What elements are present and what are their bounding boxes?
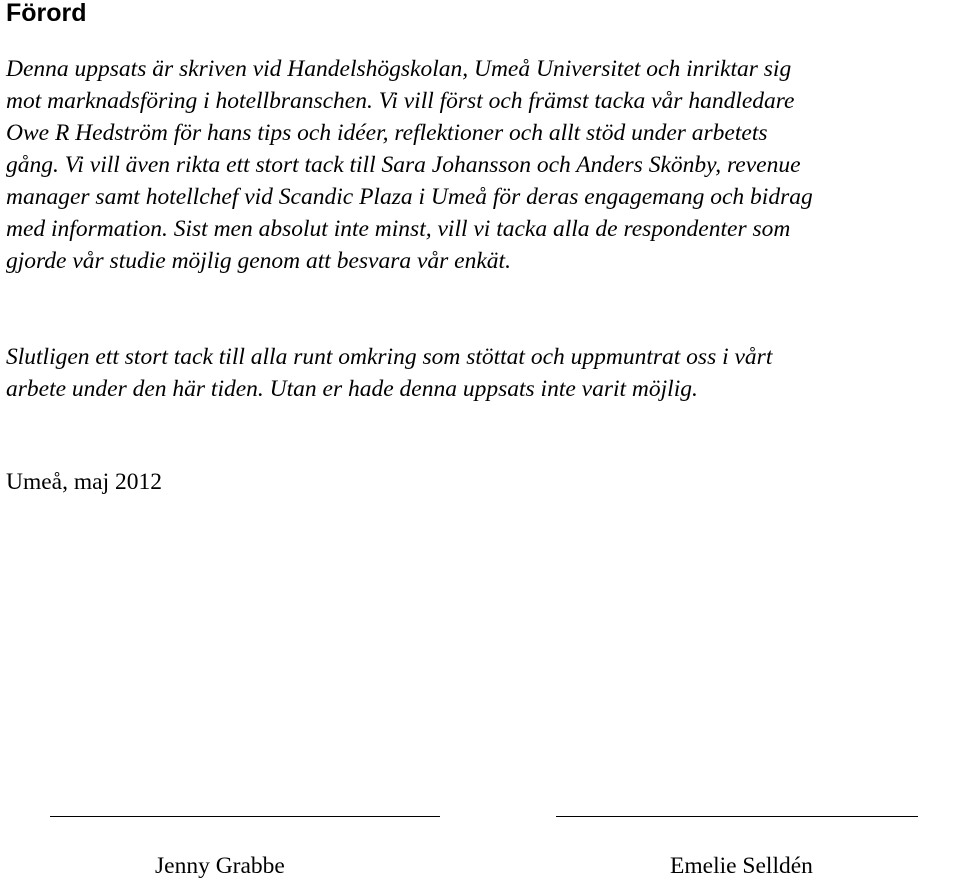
closing-paragraph (6, 341, 960, 405)
paragraph-line: gjorde vår studie möjlig genom att besvara vår enkät. (6, 248, 511, 274)
signatory-name: Jenny Grabbe (155, 853, 285, 879)
paragraph-line: Denna uppsats är skriven vid Handelshögskolan, Umeå Universitet och inriktar sig (6, 56, 792, 82)
place-date-line: Umeå, maj 2012 (6, 469, 162, 495)
paragraph-line: med information. Sist men absolut inte minst, vill vi tacka alla de respondenter som (6, 216, 791, 242)
signature-line (556, 816, 918, 817)
page-heading: Förord (6, 0, 87, 27)
acknowledgement-paragraph (6, 53, 960, 277)
paragraph-line: Slutligen ett stort tack till alla runt omkring som stöttat och uppmuntrat oss i vårt (6, 344, 773, 370)
paragraph-line: mot marknadsföring i hotellbranschen. Vi vill först och främst tacka vår handledare (6, 88, 795, 114)
paragraph-line: arbete under den här tiden. Utan er hade denna uppsats inte varit möjlig. (6, 376, 698, 402)
paragraph-line: manager samt hotellchef vid Scandic Plaza i Umeå för deras engagemang och bidrag (6, 184, 813, 210)
paragraph-line: gång. Vi vill även rikta ett stort tack till Sara Johansson och Anders Skönby, revenue (6, 152, 801, 178)
signature-line (50, 816, 440, 817)
signatory-name: Emelie Selldén (670, 853, 813, 879)
paragraph-line: Owe R Hedström för hans tips och idéer, reflektioner och allt stöd under arbetets (6, 120, 768, 146)
